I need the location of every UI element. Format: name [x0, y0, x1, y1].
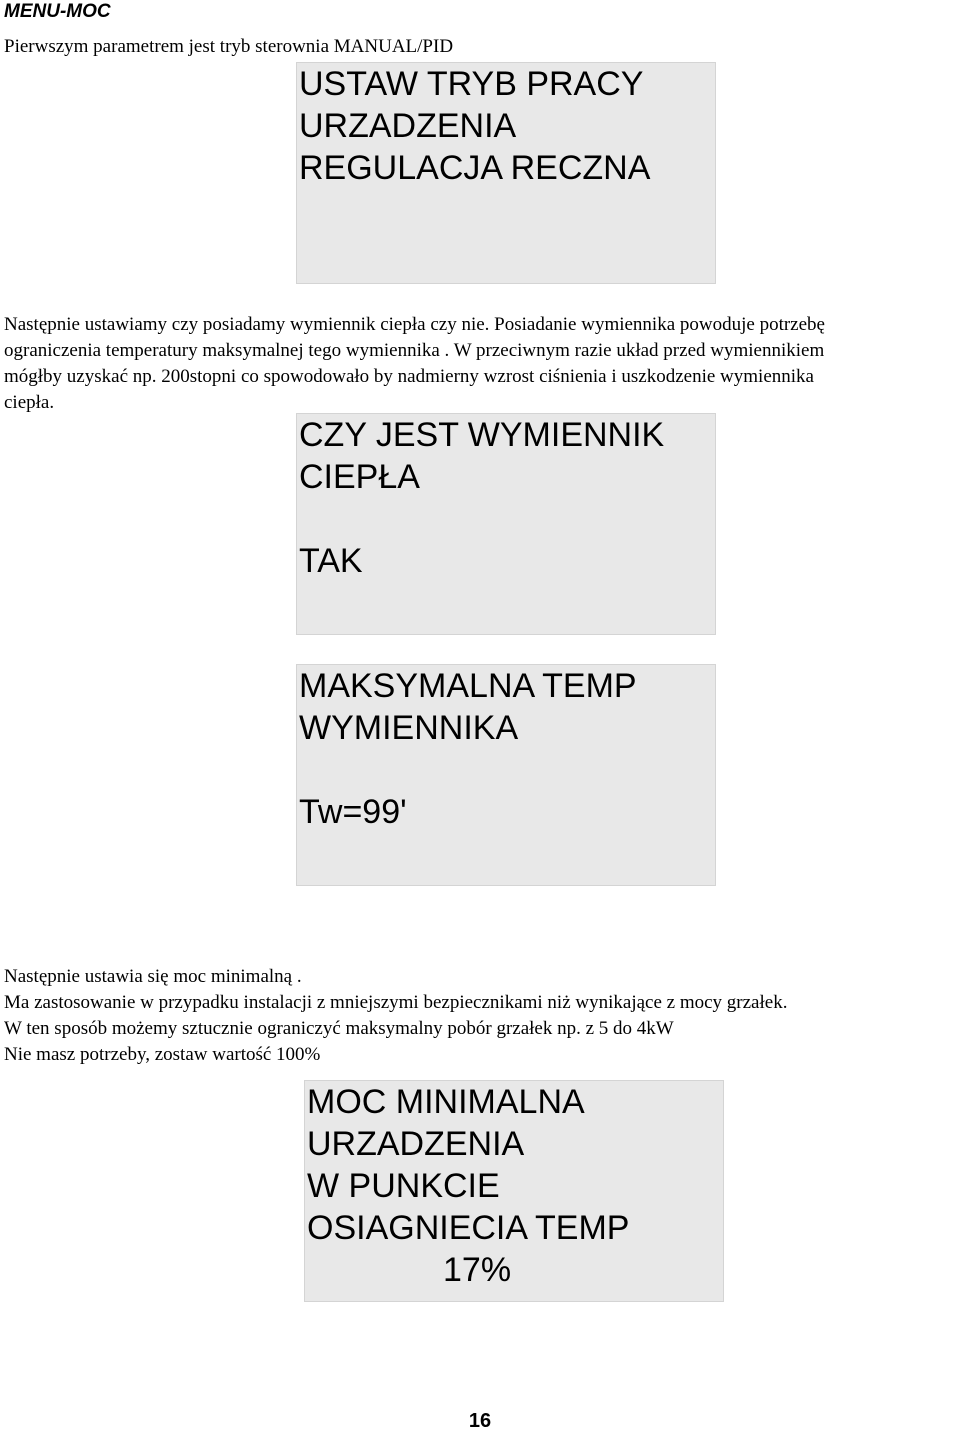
screen-value: TAK: [299, 542, 363, 580]
intro-paragraph: [4, 34, 956, 60]
paragraph-line: ograniczenia temperatury maksymalnej tego wymiennika . W przeciwnym razie układ przed wymiennikiem: [4, 340, 825, 361]
paragraph-line: Następnie ustawia się moc minimalną .: [4, 966, 302, 987]
minimum-power-paragraph: [4, 964, 956, 1068]
screen-line-4: OSIAGNIECIA TEMP: [307, 1209, 630, 1247]
display-screen-max-temp: [296, 664, 716, 886]
intro-text: Pierwszym parametrem jest tryb sterownia MANUAL/PID: [4, 36, 454, 57]
paragraph-line: ciepła.: [4, 392, 55, 413]
heat-exchanger-paragraph: [4, 312, 956, 416]
paragraph-line: W ten sposób możemy sztucznie ograniczyć maksymalny pobór grzałek np. z 5 do 4kW: [4, 1018, 674, 1039]
screen-line-2: URZADZENIA: [299, 107, 517, 145]
screen-line-3: W PUNKCIE: [307, 1167, 500, 1205]
screen-line-1: MAKSYMALNA TEMP: [299, 667, 637, 705]
screen-value: Tw=99': [299, 793, 407, 831]
display-screen-min-power: [304, 1080, 724, 1302]
paragraph-line: Nie masz potrzeby, zostaw wartość 100%: [4, 1044, 321, 1065]
screen-line-2: CIEPŁA: [299, 458, 420, 496]
screen-line-2: WYMIENNIKA: [299, 709, 519, 747]
screen-line-1: MOC MINIMALNA: [307, 1083, 585, 1121]
page-number: 16: [468, 1410, 492, 1432]
screen-line-1: CZY JEST WYMIENNIK: [299, 416, 665, 454]
paragraph-line: Ma zastosowanie w przypadku instalacji z mniejszymi bezpiecznikami niż wynikające z mocy grzałek.: [4, 992, 788, 1013]
display-screen-mode: [296, 62, 716, 284]
paragraph-line: Następnie ustawiamy czy posiadamy wymiennik ciepła czy nie. Posiadanie wymiennika powoduje potrzebę: [4, 314, 825, 335]
screen-line-1: USTAW TRYB PRACY: [299, 65, 644, 103]
screen-line-2: URZADZENIA: [307, 1125, 525, 1163]
paragraph-line: mógłby uzyskać np. 200stopni co spowodowało by nadmierny wzrost ciśnienia i uszkodzenie wymiennika: [4, 366, 814, 387]
display-screen-exchanger: [296, 413, 716, 635]
screen-value: 17%: [443, 1251, 512, 1289]
screen-line-3: REGULACJA RECZNA: [299, 149, 651, 187]
section-title: MENU-MOC: [4, 1, 111, 22]
